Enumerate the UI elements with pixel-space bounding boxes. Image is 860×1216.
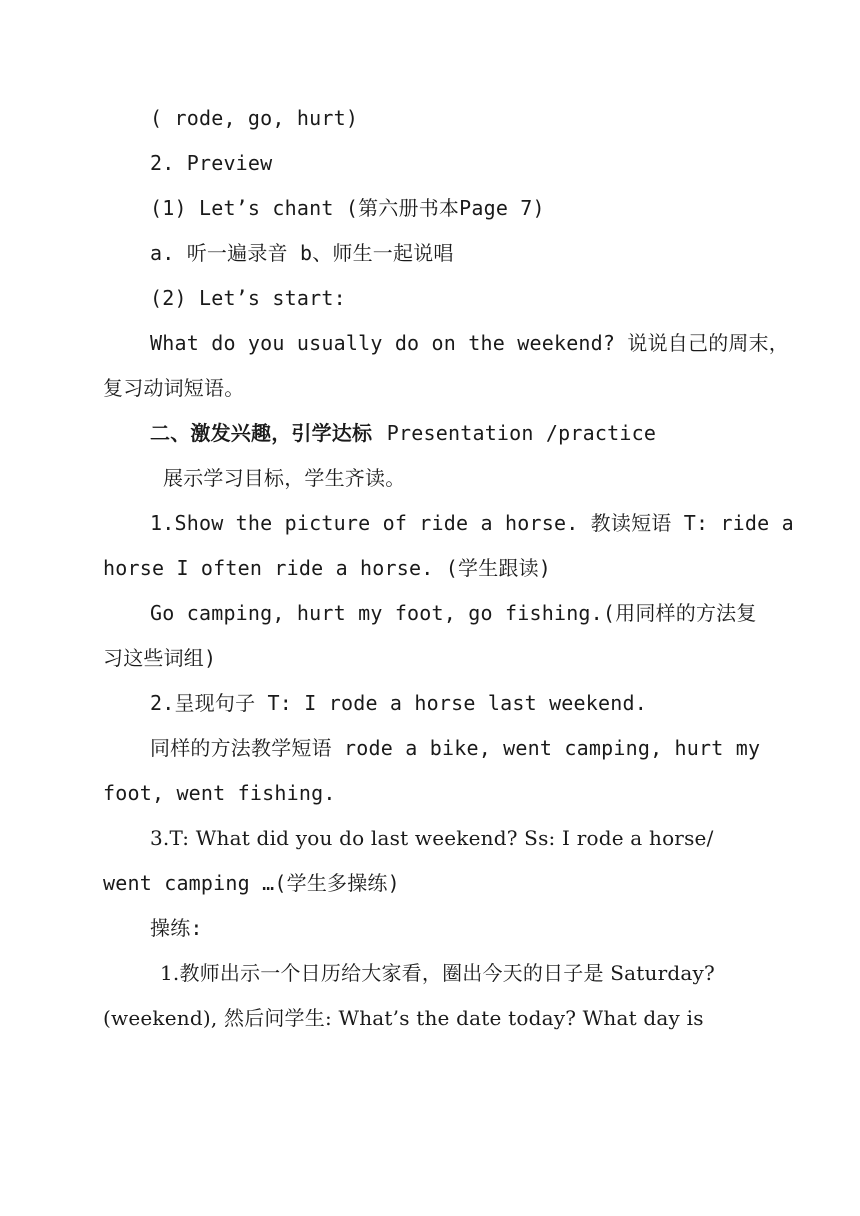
section-heading xyxy=(150,418,860,463)
text-line: (1) Let’s chant (第六册书本Page 7) xyxy=(150,196,545,220)
text-line: 3.T: What did you do last weekend? Ss: I rode a horse/ xyxy=(150,826,714,850)
text-line: horse I often ride a horse. (学生跟读) xyxy=(103,556,552,580)
text-line: 1.Show the picture of ride a horse. 教读短语 T: ride a xyxy=(150,511,794,535)
text-line: foot, went fishing. xyxy=(103,781,336,805)
text-line: 2.呈现句子 T: I rode a horse last weekend. xyxy=(150,691,647,715)
text-line: 2. Preview xyxy=(150,151,273,175)
text-line: 操练: xyxy=(150,916,203,940)
text-line: 展示学习目标，学生齐读。 xyxy=(163,466,406,490)
text-line: 1.教师出示一个日历给大家看，圈出今天的日子是 Saturday? xyxy=(160,961,715,985)
text-line: 复习动词短语。 xyxy=(103,376,245,400)
text-line: went camping …(学生多操练) xyxy=(103,871,400,895)
text-line: 习这些词组) xyxy=(103,646,217,670)
text-line: (2) Let’s start: xyxy=(150,286,346,310)
text-line: a. 听一遍录音 b、师生一起说唱 xyxy=(150,241,454,265)
text-line: What do you usually do on the weekend? 说说自己的周末， xyxy=(150,331,789,355)
section-heading-subtitle: Presentation /practice xyxy=(386,421,657,445)
section-heading-title: 二、激发兴趣，引学达标 xyxy=(150,421,373,445)
text-line: 同样的方法教学短语 rode a bike, went camping, hurt my xyxy=(150,736,761,760)
text-line: Go camping, hurt my foot, go fishing.(用同样的方法复 xyxy=(150,601,757,625)
text-line: ( rode, go, hurt) xyxy=(150,106,359,130)
text-line: (weekend), 然后问学生: What’s the date today? What day is xyxy=(103,1006,704,1030)
